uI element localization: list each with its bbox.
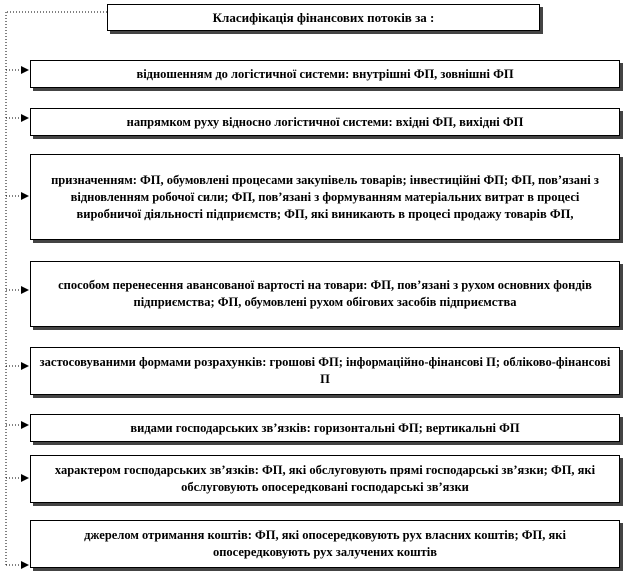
- category-text-6: видами господарських зв’язків: горизонтальні ФП; вертикальні ФП: [130, 420, 520, 435]
- category-text-3: призначенням: ФП, обумовлені процесами закупівель товарів; інвестиційні ФП; ФП, пов’язані з відновленням робочої сили; ФП, пов’язані з формуванням матеріальних витрат в процесі виробничої діяльності підприємств; ФП, які виникають в процесі продажу товарів ФП,: [51, 172, 599, 221]
- category-text-8: джерелом отримання коштів: ФП, які опосередковують рух власних коштів; ФП, які опосередковують рух залучених коштів: [84, 528, 566, 559]
- title-text: Класифікація фінансових потоків за :: [212, 10, 435, 25]
- category-box-6: [30, 414, 620, 442]
- category-box-1: [30, 60, 620, 88]
- category-box-4: [30, 261, 620, 327]
- category-box-2: [30, 108, 620, 136]
- category-box-3: [30, 154, 620, 240]
- title-box: [107, 4, 540, 31]
- category-text-1: відношенням до логістичної системи: внутрішні ФП, зовнішні ФП: [136, 66, 514, 81]
- category-text-4: способом перенесення авансованої вартості на товари: ФП, пов’язані з рухом основних фондів підприємства; ФП, обумовлені рухом обігових засобів підприємства: [58, 278, 592, 309]
- category-text-7: характером господарських зв’язків: ФП, які обслуговують прямі господарські зв’язки; ФП, які обслуговують опосередковані господарські зв’язки: [54, 463, 596, 494]
- category-box-7: [30, 455, 620, 503]
- category-box-5: [30, 347, 620, 395]
- category-text-5: застосовуваними формами розрахунків: грошові ФП; інформаційно-фінансові П; обліково-фінансові П: [39, 355, 611, 386]
- category-text-2: напрямком руху відносно логістичної системи: вхідні ФП, вихідні ФП: [126, 114, 524, 129]
- category-box-8: [30, 520, 620, 568]
